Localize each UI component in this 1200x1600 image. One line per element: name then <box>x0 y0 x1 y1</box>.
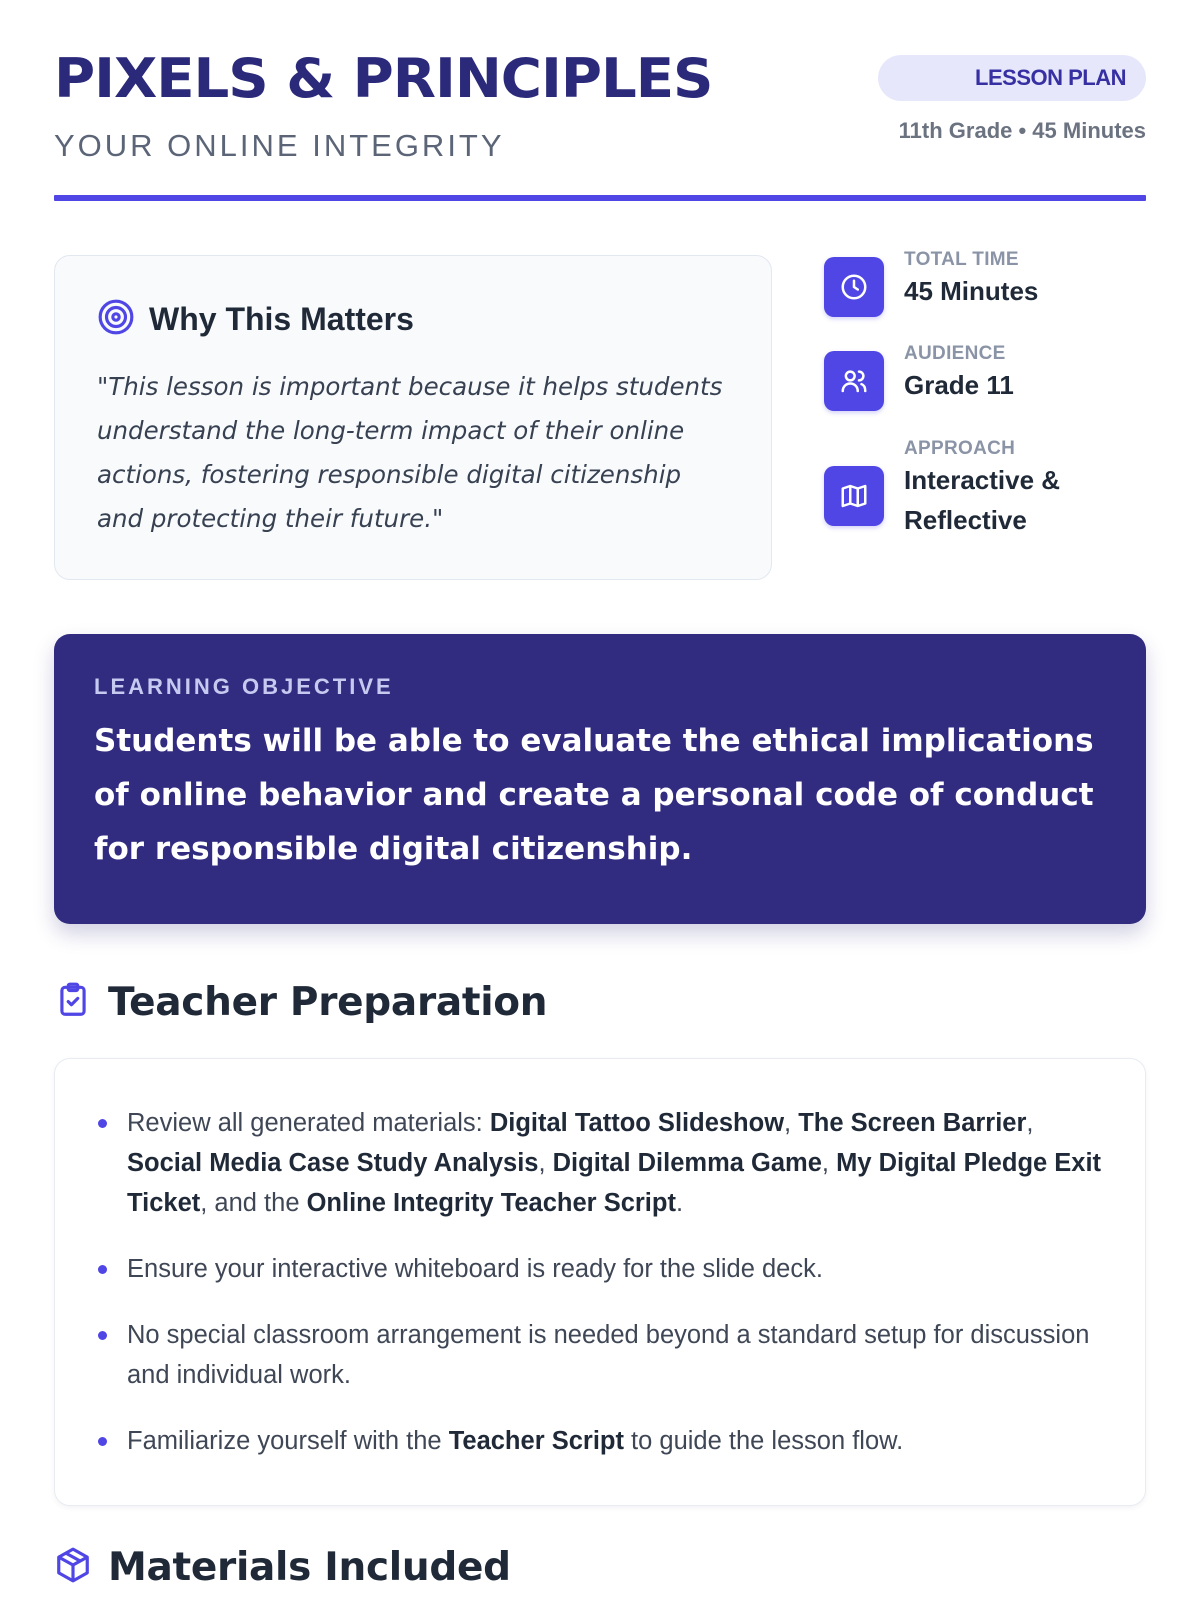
why-quote: "This lesson is important because it helps students understand the long-term impact of their online actions, fostering responsible digital citizenship and protecting their future." <box>97 372 723 533</box>
material-name: My Digital Pledge Exit Ticket <box>127 1149 1102 1217</box>
section-title: Materials Included <box>108 1545 511 1590</box>
material-name: The Screen Barrier <box>798 1109 1027 1137</box>
text: Review all generated materials: <box>127 1109 490 1137</box>
map-icon <box>824 466 884 526</box>
stat-audience <box>824 343 1014 411</box>
lesson-plan-page <box>54 0 1146 1590</box>
list-item <box>95 1421 1105 1461</box>
stat-value: Grade 11 <box>904 370 1014 400</box>
page-title: PIXELS & PRINCIPLES <box>54 47 713 110</box>
material-name: Digital Tattoo Slideshow <box>489 1109 785 1137</box>
objective-label: LEARNING OBJECTIVE <box>94 674 394 699</box>
stat-label: AUDIENCE <box>904 343 1006 364</box>
header-divider <box>54 195 1146 201</box>
learning-objective-card <box>54 634 1146 924</box>
header <box>54 0 1146 200</box>
prep-list <box>95 1103 1105 1461</box>
stat-audience-text <box>904 343 1144 405</box>
text: to guide the lesson flow. <box>623 1427 904 1455</box>
material-name: Social Media Case Study Analysis <box>127 1149 539 1177</box>
target-icon <box>97 298 135 341</box>
stat-label: APPROACH <box>904 438 1016 459</box>
section-title: Teacher Preparation <box>108 980 548 1025</box>
materials-included-heading <box>54 1545 511 1590</box>
teacher-preparation-card <box>54 1058 1146 1506</box>
stat-approach-text <box>904 438 1144 540</box>
package-icon <box>54 1546 92 1589</box>
why-this-matters-card <box>54 255 772 580</box>
stat-label: TOTAL TIME <box>904 249 1019 270</box>
text: , <box>784 1109 799 1137</box>
text: , <box>538 1149 553 1177</box>
stat-value: Interactive & Reflective <box>904 465 1061 535</box>
stat-approach <box>824 438 1061 535</box>
teacher-preparation-heading <box>54 980 547 1025</box>
clipboard-check-icon <box>54 981 92 1024</box>
text: , <box>821 1149 837 1177</box>
stat-total-time-text <box>904 249 1144 311</box>
text: , <box>1026 1109 1034 1137</box>
material-name: Online Integrity Teacher Script <box>306 1189 676 1217</box>
text: . <box>675 1189 684 1217</box>
stat-total-time <box>824 249 1039 317</box>
users-icon <box>824 351 884 411</box>
objective-text: Students will be able to evaluate the ethical implications of online behavior and create a personal code of conduct for responsible digital citizenship. <box>94 723 1094 867</box>
list-item: Ensure your interactive whiteboard is ready for the slide deck. <box>95 1249 1105 1289</box>
lesson-plan-badge: LESSON PLAN <box>878 55 1146 101</box>
why-title: Why This Matters <box>149 301 414 337</box>
text: Familiarize yourself with the <box>127 1427 449 1455</box>
text: , and the <box>200 1189 307 1217</box>
clock-icon <box>824 257 884 317</box>
page-subtitle: YOUR ONLINE INTEGRITY <box>54 128 505 163</box>
material-name: Digital Dilemma Game <box>552 1149 822 1177</box>
grade-duration-meta: 11th Grade • 45 Minutes <box>898 118 1146 143</box>
list-item <box>95 1103 1105 1223</box>
stat-value: 45 Minutes <box>904 276 1039 306</box>
material-name: Teacher Script <box>448 1427 624 1455</box>
why-header <box>97 298 729 341</box>
list-item: No special classroom arrangement is needed beyond a standard setup for discussion and individual work. <box>95 1315 1105 1395</box>
